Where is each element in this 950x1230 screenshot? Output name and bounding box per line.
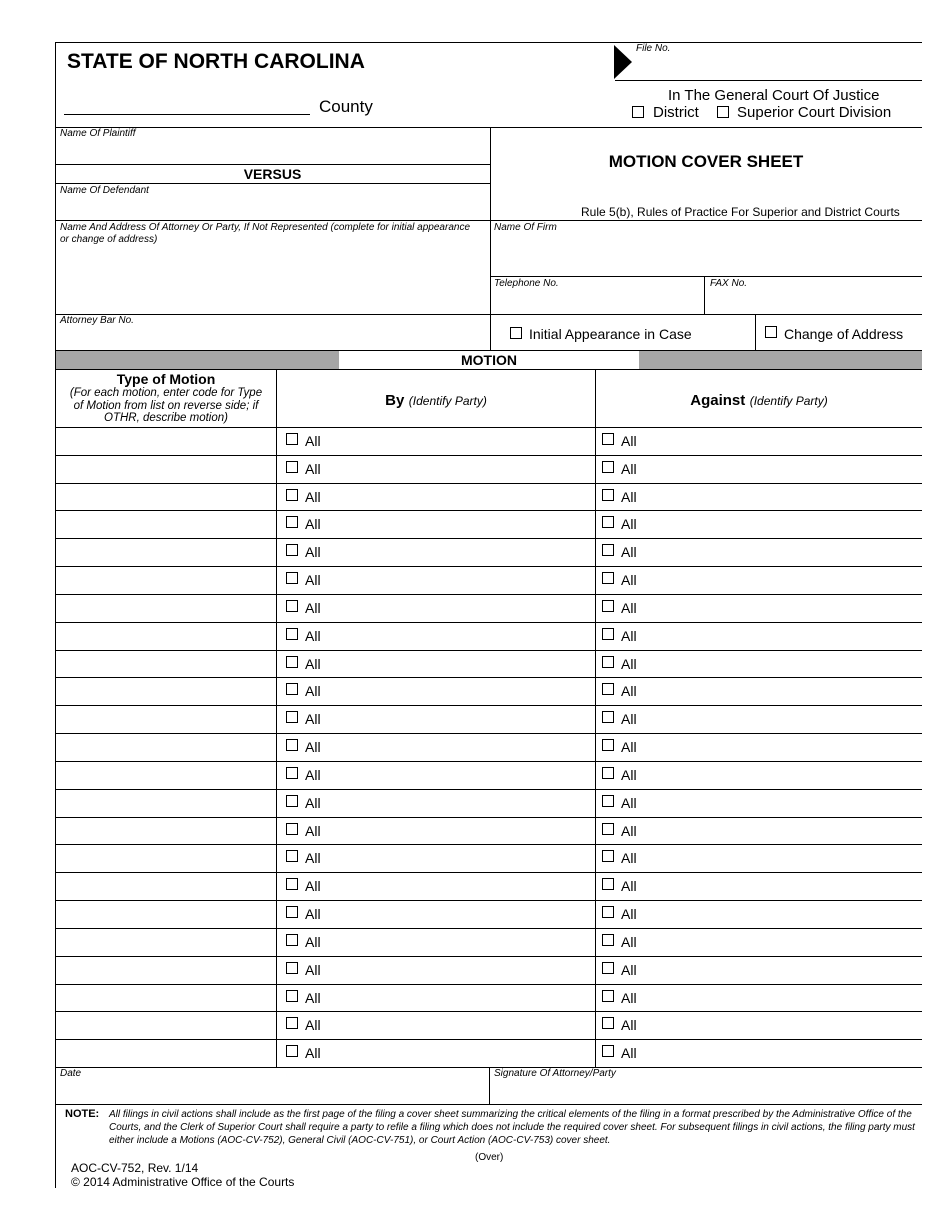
against-all-label: All (621, 433, 637, 449)
row-divider (55, 1011, 922, 1012)
against-all-label: All (621, 767, 637, 783)
motion-type-input[interactable] (57, 735, 274, 759)
note-label: NOTE: (65, 1108, 100, 1120)
by-all-label: All (305, 878, 321, 894)
by-all-checkbox[interactable] (286, 572, 298, 584)
by-all-label: All (305, 850, 321, 866)
row-divider (55, 872, 922, 873)
motion-type-input[interactable] (57, 596, 274, 620)
fax-input[interactable] (706, 290, 920, 312)
motion-type-input[interactable] (57, 679, 274, 703)
by-all-label: All (305, 1045, 321, 1061)
against-all-label: All (621, 516, 637, 532)
against-all-label: All (621, 600, 637, 616)
by-title: By (385, 392, 405, 409)
file-no-label: File No. (636, 43, 671, 54)
against-heading (596, 392, 922, 410)
by-all-checkbox[interactable] (286, 850, 298, 862)
against-all-label: All (621, 628, 637, 644)
row-divider (55, 900, 922, 901)
row-divider (55, 928, 922, 929)
by-all-checkbox[interactable] (286, 656, 298, 668)
against-party-input[interactable] (646, 735, 918, 759)
defendant-label: Name Of Defendant (60, 185, 149, 196)
firm-input[interactable] (492, 236, 920, 274)
against-all-label: All (621, 683, 637, 699)
signature-input[interactable] (492, 1080, 920, 1102)
motion-type-input[interactable] (57, 902, 274, 926)
against-party-input[interactable] (646, 986, 918, 1010)
firm-label: Name Of Firm (494, 222, 557, 233)
motion-type-input[interactable] (57, 791, 274, 815)
against-all-checkbox[interactable] (602, 934, 614, 946)
rule-reference: Rule 5(b), Rules of Practice For Superior and District Courts (581, 205, 900, 219)
by-party-input[interactable] (330, 902, 590, 926)
section-bar-right (639, 351, 922, 369)
against-all-checkbox[interactable] (602, 489, 614, 501)
defendant-input[interactable] (57, 198, 487, 218)
against-party-input[interactable] (646, 846, 918, 870)
against-all-checkbox[interactable] (602, 516, 614, 528)
against-all-checkbox[interactable] (602, 990, 614, 1002)
file-no-marker-icon (614, 45, 632, 79)
by-party-input[interactable] (330, 930, 590, 954)
by-all-label: All (305, 683, 321, 699)
district-checkbox[interactable] (632, 106, 644, 118)
row-divider (55, 956, 922, 957)
by-note: (Identify Party) (408, 394, 487, 408)
by-all-label: All (305, 433, 321, 449)
by-party-input[interactable] (330, 735, 590, 759)
copyright: © 2014 Administrative Office of the Courts (71, 1175, 295, 1189)
against-all-checkbox[interactable] (602, 600, 614, 612)
by-party-input[interactable] (330, 763, 590, 787)
motion-type-input[interactable] (57, 846, 274, 870)
versus-label: VERSUS (243, 166, 302, 182)
against-party-input[interactable] (646, 763, 918, 787)
motion-type-input[interactable] (57, 568, 274, 592)
against-all-checkbox[interactable] (602, 711, 614, 723)
row-divider (55, 1039, 922, 1040)
against-all-checkbox[interactable] (602, 739, 614, 751)
by-party-input[interactable] (330, 429, 590, 453)
by-all-checkbox[interactable] (286, 461, 298, 473)
motion-type-input[interactable] (57, 457, 274, 481)
against-all-checkbox[interactable] (602, 628, 614, 640)
by-all-checkbox[interactable] (286, 489, 298, 501)
against-all-checkbox[interactable] (602, 433, 614, 445)
against-party-input[interactable] (646, 819, 918, 843)
by-party-input[interactable] (330, 958, 590, 982)
row-divider (55, 677, 922, 678)
against-party-input[interactable] (646, 652, 918, 676)
by-all-label: All (305, 823, 321, 839)
motion-type-input[interactable] (57, 874, 274, 898)
by-all-checkbox[interactable] (286, 711, 298, 723)
by-party-input[interactable] (330, 1041, 590, 1065)
by-all-checkbox[interactable] (286, 878, 298, 890)
against-all-checkbox[interactable] (602, 1017, 614, 1029)
motion-type-input[interactable] (57, 707, 274, 731)
state-title: STATE OF NORTH CAROLINA (67, 50, 365, 73)
telephone-label: Telephone No. (494, 278, 559, 289)
row-divider (55, 427, 922, 428)
against-party-input[interactable] (646, 930, 918, 954)
motion-type-input[interactable] (57, 958, 274, 982)
row-divider (55, 817, 922, 818)
motion-type-input[interactable] (57, 986, 274, 1010)
county-label: County (319, 97, 373, 116)
section-bar-left (56, 351, 339, 369)
by-all-checkbox[interactable] (286, 823, 298, 835)
by-all-label: All (305, 962, 321, 978)
by-all-checkbox[interactable] (286, 683, 298, 695)
by-party-input[interactable] (330, 986, 590, 1010)
against-all-checkbox[interactable] (602, 461, 614, 473)
by-all-checkbox[interactable] (286, 739, 298, 751)
against-all-label: All (621, 934, 637, 950)
against-all-checkbox[interactable] (602, 962, 614, 974)
by-all-checkbox[interactable] (286, 544, 298, 556)
against-party-input[interactable] (646, 624, 918, 648)
motion-type-input[interactable] (57, 1013, 274, 1037)
superior-checkbox[interactable] (717, 106, 729, 118)
by-all-label: All (305, 572, 321, 588)
motion-type-input[interactable] (57, 930, 274, 954)
by-all-label: All (305, 628, 321, 644)
by-party-input[interactable] (330, 707, 590, 731)
district-label: District (653, 104, 699, 121)
court-title: In The General Court Of Justice (668, 87, 880, 104)
against-all-label: All (621, 656, 637, 672)
row-divider (55, 594, 922, 595)
row-divider (55, 455, 922, 456)
against-party-input[interactable] (646, 512, 918, 536)
row-divider (55, 622, 922, 623)
by-all-label: All (305, 990, 321, 1006)
motion-type-input[interactable] (57, 652, 274, 676)
against-party-input[interactable] (646, 485, 918, 509)
against-party-input[interactable] (646, 958, 918, 982)
by-party-input[interactable] (330, 512, 590, 536)
against-all-label: All (621, 850, 637, 866)
initial-appearance-label: Initial Appearance in Case (529, 326, 692, 342)
file-no-input[interactable] (634, 56, 920, 78)
by-party-input[interactable] (330, 679, 590, 703)
bar-no-input[interactable] (57, 328, 487, 348)
over-label: (Over) (475, 1152, 504, 1163)
by-all-checkbox[interactable] (286, 906, 298, 918)
by-all-label: All (305, 711, 321, 727)
against-all-label: All (621, 878, 637, 894)
row-divider (55, 789, 922, 790)
motion-type-input[interactable] (57, 512, 274, 536)
by-party-input[interactable] (330, 791, 590, 815)
by-heading (277, 392, 595, 410)
initial-appearance-checkbox[interactable] (510, 327, 522, 339)
row-divider (55, 510, 922, 511)
by-party-input[interactable] (330, 1013, 590, 1037)
plaintiff-input[interactable] (57, 142, 487, 162)
motion-type-input[interactable] (57, 819, 274, 843)
against-all-label: All (621, 990, 637, 1006)
against-note: (Identify Party) (749, 394, 828, 408)
against-all-label: All (621, 962, 637, 978)
against-all-checkbox[interactable] (602, 795, 614, 807)
motion-type-input[interactable] (57, 485, 274, 509)
by-party-input[interactable] (330, 485, 590, 509)
row-divider (55, 650, 922, 651)
against-party-input[interactable] (646, 429, 918, 453)
by-all-checkbox[interactable] (286, 767, 298, 779)
motion-section-title: MOTION (461, 352, 517, 368)
against-party-input[interactable] (646, 457, 918, 481)
row-divider (55, 761, 922, 762)
against-all-checkbox[interactable] (602, 1045, 614, 1057)
by-party-input[interactable] (330, 846, 590, 870)
row-divider (55, 538, 922, 539)
county-input[interactable] (64, 113, 310, 115)
row-divider (55, 483, 922, 484)
motion-type-input[interactable] (57, 624, 274, 648)
motion-type-input[interactable] (57, 1041, 274, 1065)
by-party-input[interactable] (330, 874, 590, 898)
form-title: MOTION COVER SHEET (608, 152, 804, 171)
against-party-input[interactable] (646, 1013, 918, 1037)
by-all-label: All (305, 767, 321, 783)
plaintiff-label: Name Of Plaintiff (60, 128, 136, 139)
against-all-label: All (621, 544, 637, 560)
against-all-checkbox[interactable] (602, 656, 614, 668)
type-of-motion-note: (For each motion, enter code for Type of Motion from list on reverse side; if OTHR, describe motion) (69, 387, 263, 424)
row-divider (55, 844, 922, 845)
signature-label: Signature Of Attorney/Party (494, 1068, 616, 1079)
against-party-input[interactable] (646, 540, 918, 564)
row-divider (55, 984, 922, 985)
against-party-input[interactable] (646, 1041, 918, 1065)
against-all-checkbox[interactable] (602, 683, 614, 695)
change-address-label: Change of Address (784, 326, 904, 342)
against-all-checkbox[interactable] (602, 850, 614, 862)
date-label: Date (60, 1068, 82, 1079)
by-all-label: All (305, 516, 321, 532)
by-all-label: All (305, 544, 321, 560)
against-all-label: All (621, 823, 637, 839)
fax-label: FAX No. (710, 278, 748, 289)
against-all-label: All (621, 795, 637, 811)
by-all-label: All (305, 489, 321, 505)
note-text: All filings in civil actions shall include as the first page of the filing a cover sheet summarizing the critical elements of the filing in a format prescribed by the Administrative Office of the Courts, and the Clerk of Superior Court shall require a party to refile a filing which does not include the required cover sheet. For subsequent filings in civil actions, the filing party must either include a Motions (AOC-CV-752), General Civil (AOC-CV-751), or Court Action (AOC-CV-753) cover sheet. (109, 1109, 915, 1146)
superior-label: Superior Court Division (737, 104, 892, 121)
by-all-checkbox[interactable] (286, 1017, 298, 1029)
against-all-checkbox[interactable] (602, 906, 614, 918)
against-all-label: All (621, 711, 637, 727)
row-divider (55, 733, 922, 734)
against-all-label: All (621, 489, 637, 505)
by-all-checkbox[interactable] (286, 795, 298, 807)
motion-type-input[interactable] (57, 763, 274, 787)
by-all-checkbox[interactable] (286, 516, 298, 528)
by-all-checkbox[interactable] (286, 600, 298, 612)
by-all-checkbox[interactable] (286, 990, 298, 1002)
type-of-motion-title: Type of Motion (116, 371, 216, 387)
against-all-label: All (621, 906, 637, 922)
by-all-label: All (305, 1017, 321, 1033)
against-all-checkbox[interactable] (602, 544, 614, 556)
form-number: AOC-CV-752, Rev. 1/14 (71, 1161, 199, 1175)
row-divider (55, 705, 922, 706)
against-title: Against (690, 392, 746, 409)
against-all-label: All (621, 461, 637, 477)
against-all-label: All (621, 739, 637, 755)
by-all-label: All (305, 906, 321, 922)
by-party-input[interactable] (330, 652, 590, 676)
motion-type-input[interactable] (57, 540, 274, 564)
by-all-label: All (305, 795, 321, 811)
against-all-label: All (621, 1017, 637, 1033)
against-party-input[interactable] (646, 902, 918, 926)
against-all-checkbox[interactable] (602, 823, 614, 835)
attorney-address-input[interactable] (57, 250, 487, 310)
against-party-input[interactable] (646, 874, 918, 898)
by-all-checkbox[interactable] (286, 934, 298, 946)
by-party-input[interactable] (330, 819, 590, 843)
by-all-checkbox[interactable] (286, 628, 298, 640)
by-all-label: All (305, 600, 321, 616)
against-all-checkbox[interactable] (602, 767, 614, 779)
against-party-input[interactable] (646, 791, 918, 815)
by-party-input[interactable] (330, 540, 590, 564)
by-party-input[interactable] (330, 568, 590, 592)
by-all-label: All (305, 934, 321, 950)
by-party-input[interactable] (330, 624, 590, 648)
by-all-label: All (305, 739, 321, 755)
by-all-checkbox[interactable] (286, 433, 298, 445)
against-party-input[interactable] (646, 679, 918, 703)
against-party-input[interactable] (646, 596, 918, 620)
attorney-address-label: Name And Address Of Attorney Or Party, If Not Represented (complete for initial appearance or change of address) (60, 222, 471, 245)
date-input[interactable] (57, 1080, 485, 1102)
against-all-checkbox[interactable] (602, 878, 614, 890)
against-all-label: All (621, 572, 637, 588)
by-all-label: All (305, 461, 321, 477)
against-party-input[interactable] (646, 707, 918, 731)
row-divider (55, 566, 922, 567)
type-of-motion-heading (56, 372, 276, 425)
telephone-input[interactable] (492, 290, 702, 312)
change-address-checkbox[interactable] (765, 326, 777, 338)
by-all-checkbox[interactable] (286, 1045, 298, 1057)
against-party-input[interactable] (646, 568, 918, 592)
by-party-input[interactable] (330, 457, 590, 481)
by-party-input[interactable] (330, 596, 590, 620)
by-all-checkbox[interactable] (286, 962, 298, 974)
against-all-label: All (621, 1045, 637, 1061)
bar-no-label: Attorney Bar No. (60, 315, 134, 326)
by-all-label: All (305, 656, 321, 672)
motion-type-input[interactable] (57, 429, 274, 453)
against-all-checkbox[interactable] (602, 572, 614, 584)
